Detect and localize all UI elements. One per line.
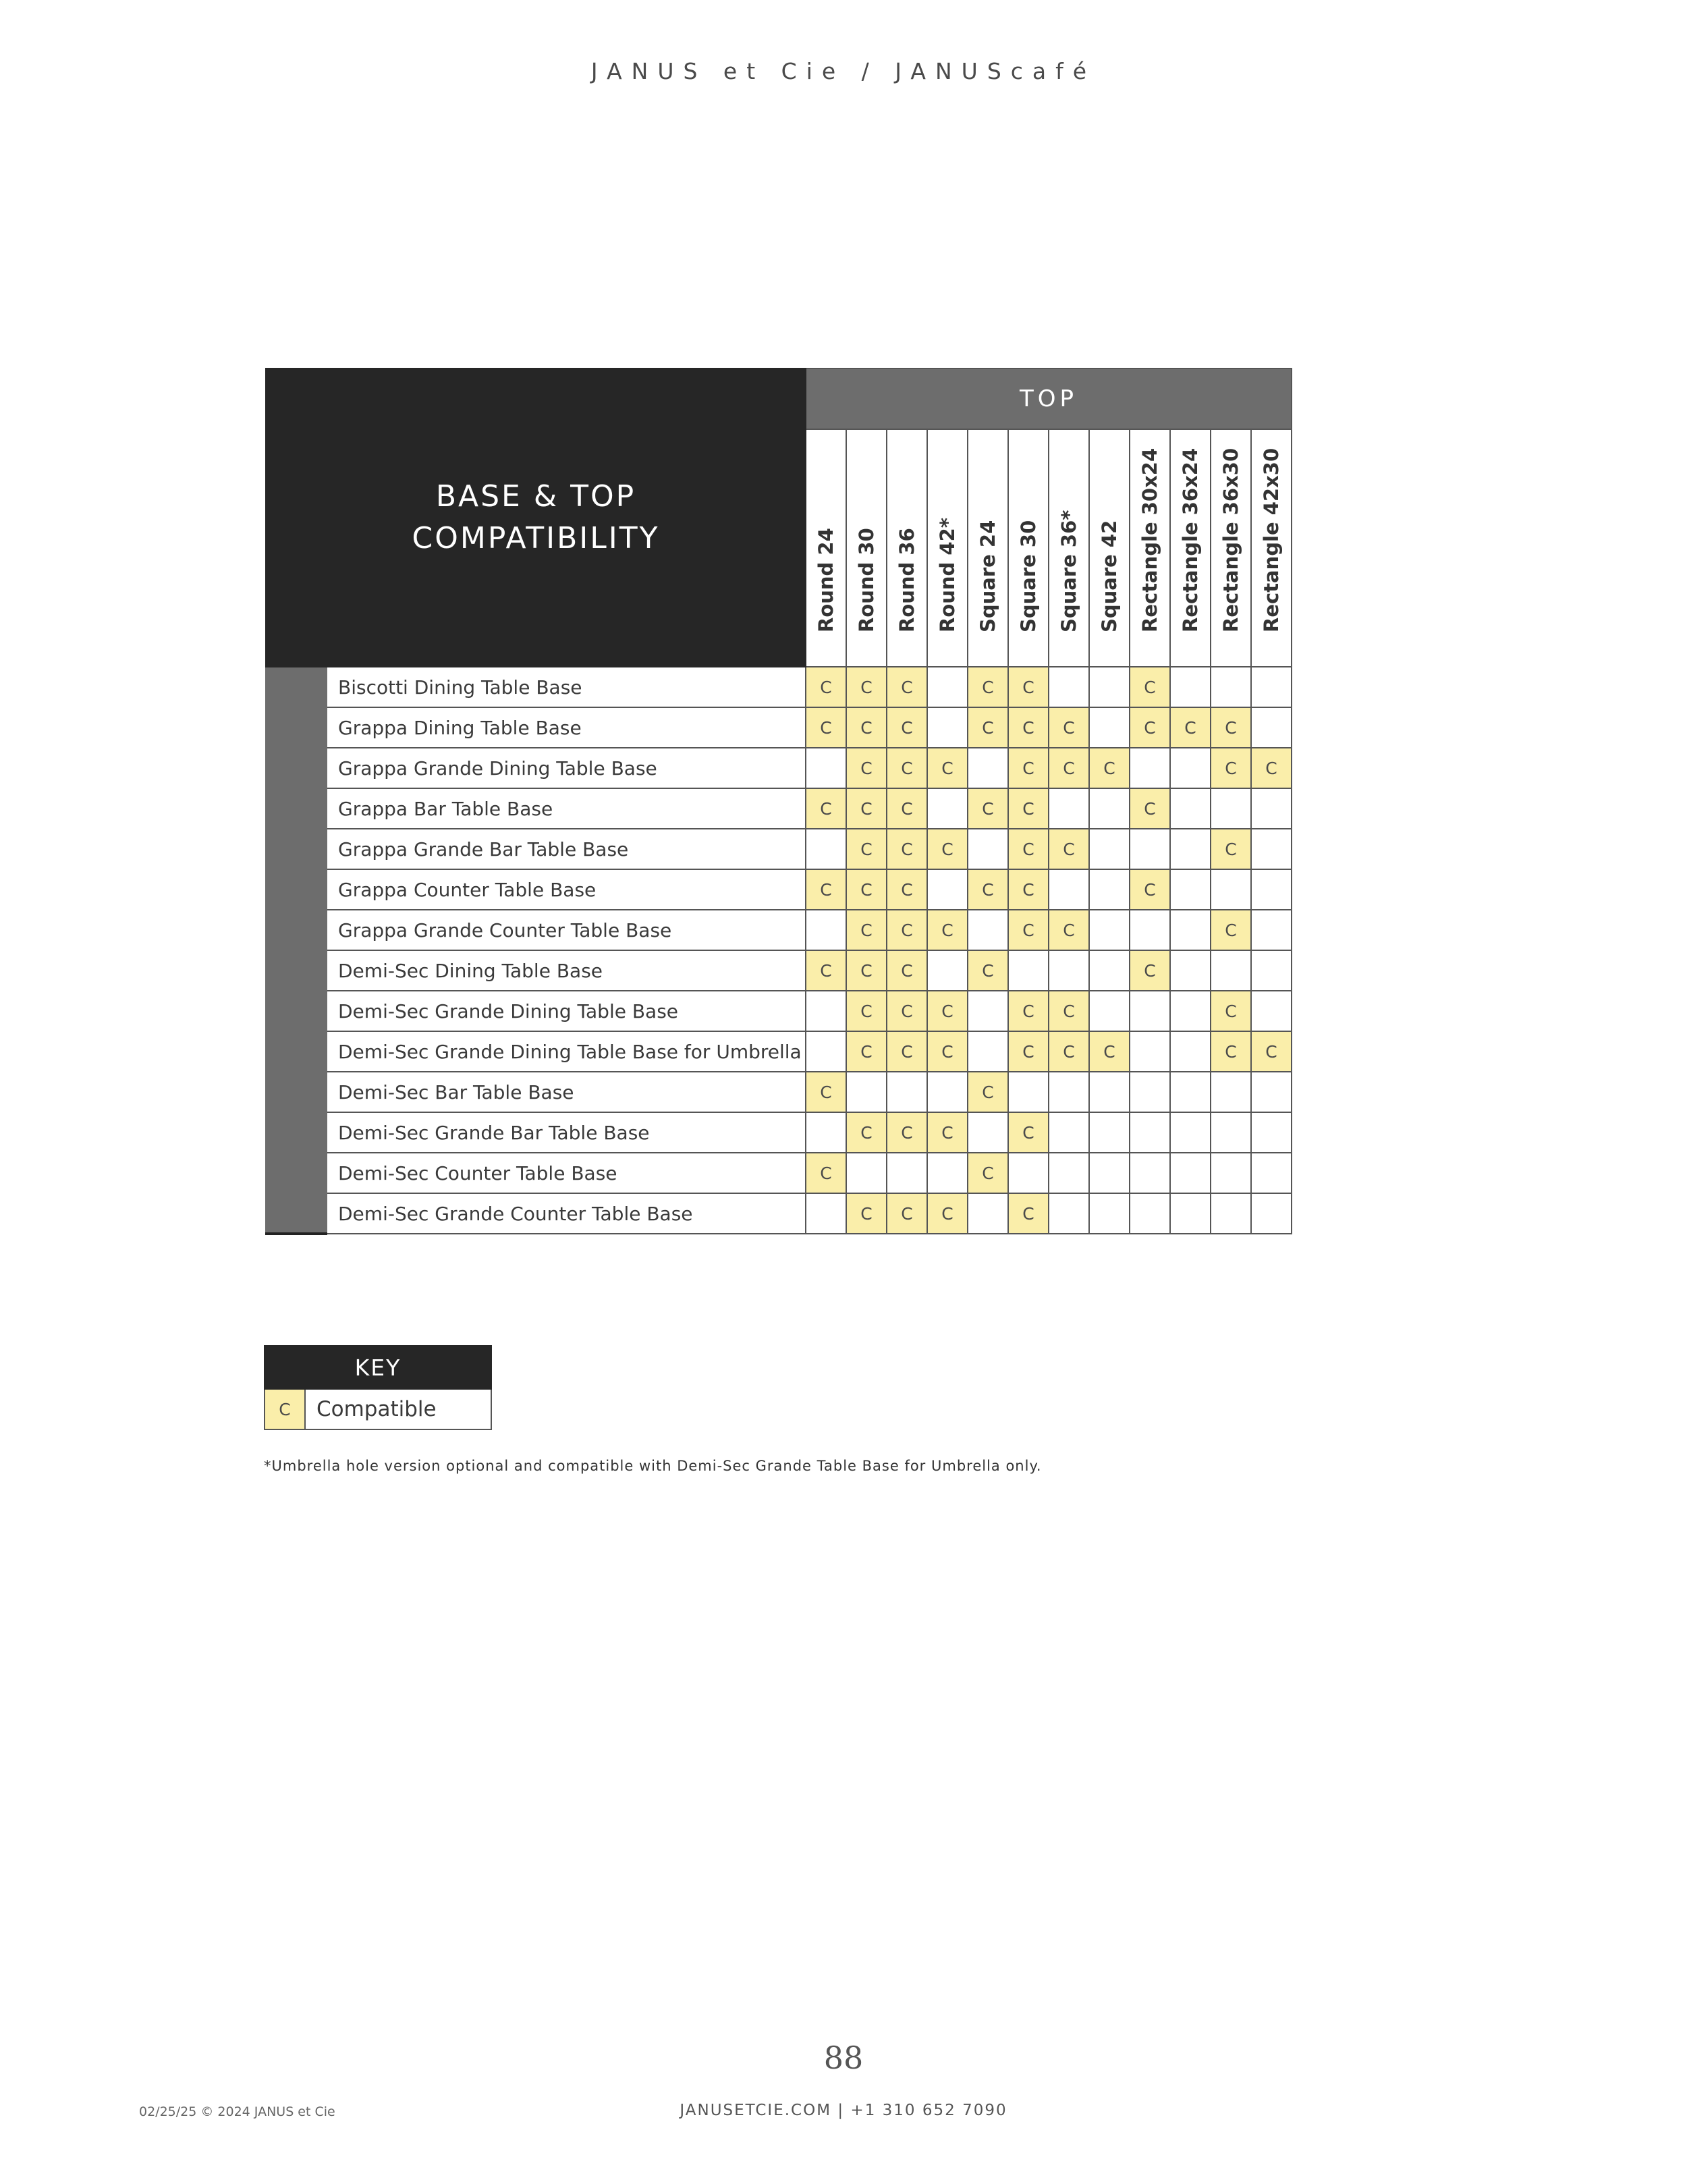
- compatible-cell: C: [887, 748, 927, 788]
- column-header: [806, 429, 846, 667]
- empty-cell: [1251, 1153, 1292, 1193]
- empty-cell: [1251, 950, 1292, 991]
- empty-cell: [846, 1072, 887, 1112]
- empty-cell: [968, 1112, 1008, 1153]
- row-label: Grappa Dining Table Base: [327, 707, 806, 748]
- empty-cell: [1049, 1072, 1089, 1112]
- compatible-cell: C: [806, 950, 846, 991]
- compatible-cell: C: [887, 707, 927, 748]
- empty-cell: [806, 991, 846, 1031]
- column-header: [1130, 429, 1170, 667]
- empty-cell: [1170, 748, 1211, 788]
- empty-cell: [1130, 1193, 1170, 1234]
- empty-cell: [806, 1031, 846, 1072]
- empty-cell: [1008, 1153, 1049, 1193]
- compatible-cell: C: [1211, 991, 1251, 1031]
- empty-cell: [1251, 788, 1292, 829]
- empty-cell: [927, 950, 968, 991]
- compatible-cell: C: [887, 667, 927, 707]
- empty-cell: [887, 1153, 927, 1193]
- compatible-cell: C: [1170, 707, 1211, 748]
- empty-cell: [1089, 829, 1130, 869]
- empty-cell: [1170, 1193, 1211, 1234]
- row-label: Demi-Sec Counter Table Base: [327, 1153, 806, 1193]
- footnote: *Umbrella hole version optional and compatible with Demi-Sec Grande Table Base for Umbrella only.: [264, 1458, 1042, 1474]
- row-label: Grappa Grande Dining Table Base: [327, 748, 806, 788]
- matrix-title: [266, 368, 806, 667]
- empty-cell: [927, 788, 968, 829]
- compatible-cell: C: [806, 667, 846, 707]
- empty-cell: [968, 748, 1008, 788]
- empty-cell: [1089, 788, 1130, 829]
- empty-cell: [1008, 950, 1049, 991]
- compatible-cell: C: [1049, 910, 1089, 950]
- empty-cell: [968, 1193, 1008, 1234]
- empty-cell: [1170, 910, 1211, 950]
- compatible-cell: C: [887, 869, 927, 910]
- compatibility-matrix: [265, 368, 1292, 1235]
- compatible-cell: C: [846, 950, 887, 991]
- empty-cell: [1170, 829, 1211, 869]
- empty-cell: [1211, 1193, 1251, 1234]
- table-row: [266, 950, 1292, 991]
- compatible-cell: C: [968, 788, 1008, 829]
- empty-cell: [887, 1072, 927, 1112]
- compatible-cell: C: [1008, 1031, 1049, 1072]
- empty-cell: [1130, 1112, 1170, 1153]
- empty-cell: [806, 1112, 846, 1153]
- row-label: Grappa Counter Table Base: [327, 869, 806, 910]
- column-header-label: Rectangle 36x24: [1179, 447, 1202, 632]
- compatible-cell: C: [887, 1031, 927, 1072]
- compatible-cell: C: [887, 1112, 927, 1153]
- table-row: [266, 707, 1292, 748]
- column-header-label: Round 30: [855, 528, 878, 632]
- empty-cell: [1251, 1193, 1292, 1234]
- empty-cell: [1089, 910, 1130, 950]
- column-header-label: Round 24: [814, 528, 837, 632]
- compatible-cell: C: [846, 1031, 887, 1072]
- column-header: [846, 429, 887, 667]
- empty-cell: [1251, 707, 1292, 748]
- compatible-cell: C: [1049, 829, 1089, 869]
- compatible-cell: C: [1251, 748, 1292, 788]
- compatible-cell: C: [1008, 1112, 1049, 1153]
- table-row: [266, 829, 1292, 869]
- compatible-cell: C: [1008, 910, 1049, 950]
- empty-cell: [1251, 991, 1292, 1031]
- compatible-cell: C: [1211, 748, 1251, 788]
- compatible-cell: C: [968, 869, 1008, 910]
- empty-cell: [1170, 1112, 1211, 1153]
- empty-cell: [968, 829, 1008, 869]
- compatible-cell: C: [1049, 707, 1089, 748]
- empty-cell: [806, 1193, 846, 1234]
- compatible-cell: C: [1211, 1031, 1251, 1072]
- table-row: [266, 991, 1292, 1031]
- column-header-label: Rectangle 30x24: [1138, 447, 1161, 632]
- footer-contact[interactable]: JANUSETCIE.COM | +1 310 652 7090: [680, 2102, 1007, 2119]
- table-row: [266, 869, 1292, 910]
- empty-cell: [1251, 1072, 1292, 1112]
- compatible-cell: C: [846, 707, 887, 748]
- column-header-label: Square 36*: [1057, 510, 1080, 632]
- column-header: [927, 429, 968, 667]
- compatible-cell: C: [1089, 1031, 1130, 1072]
- empty-cell: [1130, 1153, 1170, 1193]
- empty-cell: [1089, 667, 1130, 707]
- compatible-cell: C: [1008, 707, 1049, 748]
- empty-cell: [1170, 991, 1211, 1031]
- empty-cell: [806, 748, 846, 788]
- empty-cell: [1130, 910, 1170, 950]
- compatible-cell: C: [1130, 950, 1170, 991]
- table-row: [266, 748, 1292, 788]
- compatible-cell: C: [1049, 1031, 1089, 1072]
- compatible-cell: C: [1089, 748, 1130, 788]
- empty-cell: [1170, 1031, 1211, 1072]
- column-header-label: Round 42*: [936, 518, 959, 632]
- compatible-cell: C: [927, 1112, 968, 1153]
- compatible-cell: C: [846, 869, 887, 910]
- empty-cell: [1251, 910, 1292, 950]
- compatible-cell: C: [1008, 829, 1049, 869]
- row-label: Grappa Grande Bar Table Base: [327, 829, 806, 869]
- compatible-cell: C: [927, 829, 968, 869]
- column-header: [887, 429, 927, 667]
- empty-cell: [1130, 1031, 1170, 1072]
- empty-cell: [1049, 1153, 1089, 1193]
- compatible-cell: C: [1008, 667, 1049, 707]
- compatible-cell: C: [887, 950, 927, 991]
- empty-cell: [1211, 788, 1251, 829]
- compatible-cell: C: [846, 1193, 887, 1234]
- matrix-title-line1: BASE & TOP: [435, 479, 636, 514]
- empty-cell: [1170, 869, 1211, 910]
- compatible-cell: C: [927, 1031, 968, 1072]
- empty-cell: [1211, 869, 1251, 910]
- empty-cell: [1049, 1193, 1089, 1234]
- compatible-cell: C: [1211, 829, 1251, 869]
- compatible-cell: C: [1008, 1193, 1049, 1234]
- table-row: [266, 1112, 1292, 1153]
- compatible-cell: C: [968, 1153, 1008, 1193]
- compatible-cell: C: [1130, 707, 1170, 748]
- compatible-cell: C: [846, 910, 887, 950]
- row-label: Demi-Sec Grande Counter Table Base: [327, 1193, 806, 1234]
- compatible-cell: C: [927, 910, 968, 950]
- empty-cell: [1089, 950, 1130, 991]
- table-row: [266, 1193, 1292, 1234]
- empty-cell: [846, 1153, 887, 1193]
- empty-cell: [968, 910, 1008, 950]
- matrix-title-line2: COMPATIBILITY: [412, 521, 660, 555]
- table-row: [266, 788, 1292, 829]
- column-header-label: Round 36: [895, 528, 918, 632]
- column-header: [1211, 429, 1251, 667]
- row-label: Biscotti Dining Table Base: [327, 667, 806, 707]
- empty-cell: [1211, 950, 1251, 991]
- empty-cell: [1170, 950, 1211, 991]
- footer-copyright: 02/25/25 © 2024 JANUS et Cie: [139, 2104, 335, 2119]
- compatible-cell: C: [806, 788, 846, 829]
- empty-cell: [968, 1031, 1008, 1072]
- table-row: [266, 1031, 1292, 1072]
- column-header: [968, 429, 1008, 667]
- empty-cell: [927, 707, 968, 748]
- matrix-header-row: [266, 368, 1292, 429]
- empty-cell: [1049, 788, 1089, 829]
- empty-cell: [1170, 1072, 1211, 1112]
- empty-cell: [1211, 667, 1251, 707]
- compatible-cell: C: [1211, 707, 1251, 748]
- empty-cell: [927, 1072, 968, 1112]
- empty-cell: [1211, 1153, 1251, 1193]
- column-header-label: Rectangle 42x30: [1260, 447, 1283, 632]
- compatible-cell: C: [1008, 788, 1049, 829]
- column-header-label: Square 24: [976, 520, 999, 632]
- compatible-cell: C: [846, 991, 887, 1031]
- empty-cell: [927, 667, 968, 707]
- key-symbol: C: [265, 1389, 305, 1429]
- compatible-cell: C: [887, 910, 927, 950]
- empty-cell: [1251, 869, 1292, 910]
- row-label: Demi-Sec Bar Table Base: [327, 1072, 806, 1112]
- compatible-cell: C: [1211, 910, 1251, 950]
- compatible-cell: C: [846, 788, 887, 829]
- empty-cell: [1049, 1112, 1089, 1153]
- compatible-cell: C: [1008, 869, 1049, 910]
- empty-cell: [806, 829, 846, 869]
- row-label: Grappa Grande Counter Table Base: [327, 910, 806, 950]
- compatible-cell: C: [1008, 748, 1049, 788]
- empty-cell: [1170, 1153, 1211, 1193]
- row-label: Demi-Sec Grande Bar Table Base: [327, 1112, 806, 1153]
- table-row: [266, 910, 1292, 950]
- compatible-cell: C: [1008, 991, 1049, 1031]
- brand-header: JANUS et Cie / JANUScafé: [590, 58, 1097, 84]
- compatible-cell: C: [1251, 1031, 1292, 1072]
- column-header-label: Square 42: [1098, 520, 1121, 632]
- empty-cell: [1130, 829, 1170, 869]
- compatible-cell: C: [887, 788, 927, 829]
- empty-cell: [1089, 991, 1130, 1031]
- empty-cell: [1130, 1072, 1170, 1112]
- column-header: [1170, 429, 1211, 667]
- compatible-cell: C: [968, 707, 1008, 748]
- compatible-cell: C: [846, 667, 887, 707]
- empty-cell: [968, 991, 1008, 1031]
- column-header: [1008, 429, 1049, 667]
- empty-cell: [1130, 748, 1170, 788]
- empty-cell: [1251, 1112, 1292, 1153]
- table-row: [266, 1072, 1292, 1112]
- compatible-cell: C: [927, 991, 968, 1031]
- compatible-cell: C: [1130, 788, 1170, 829]
- empty-cell: [1049, 950, 1089, 991]
- empty-cell: [927, 1153, 968, 1193]
- base-group-bar: [266, 667, 327, 1234]
- empty-cell: [1211, 1072, 1251, 1112]
- empty-cell: [1049, 869, 1089, 910]
- compatible-cell: C: [968, 950, 1008, 991]
- compatible-cell: C: [1130, 667, 1170, 707]
- compatible-cell: C: [806, 707, 846, 748]
- column-header: [1049, 429, 1089, 667]
- empty-cell: [1089, 869, 1130, 910]
- empty-cell: [1170, 788, 1211, 829]
- empty-cell: [1049, 667, 1089, 707]
- compatible-cell: C: [887, 991, 927, 1031]
- column-header: [1251, 429, 1292, 667]
- table-row: [266, 667, 1292, 707]
- compatible-cell: C: [846, 829, 887, 869]
- compatible-cell: C: [927, 1193, 968, 1234]
- compatible-cell: C: [1049, 748, 1089, 788]
- compatible-cell: C: [887, 829, 927, 869]
- empty-cell: [1130, 991, 1170, 1031]
- empty-cell: [1089, 1072, 1130, 1112]
- empty-cell: [806, 910, 846, 950]
- compatible-cell: C: [1130, 869, 1170, 910]
- key-legend: [264, 1345, 492, 1430]
- row-label: Demi-Sec Grande Dining Table Base: [327, 991, 806, 1031]
- table-row: [266, 1153, 1292, 1193]
- empty-cell: [1089, 707, 1130, 748]
- compatible-cell: C: [1049, 991, 1089, 1031]
- compatible-cell: C: [968, 1072, 1008, 1112]
- compatible-cell: C: [846, 1112, 887, 1153]
- empty-cell: [1008, 1072, 1049, 1112]
- compatible-cell: C: [927, 748, 968, 788]
- empty-cell: [1089, 1112, 1130, 1153]
- compatible-cell: C: [968, 667, 1008, 707]
- row-label: Demi-Sec Dining Table Base: [327, 950, 806, 991]
- empty-cell: [1089, 1193, 1130, 1234]
- column-header-label: Square 30: [1017, 520, 1040, 632]
- compatible-cell: C: [887, 1193, 927, 1234]
- column-header: [1089, 429, 1130, 667]
- row-label: Demi-Sec Grande Dining Table Base for Umbrella: [327, 1031, 806, 1072]
- compatible-cell: C: [846, 748, 887, 788]
- empty-cell: [1089, 1153, 1130, 1193]
- column-header-label: Rectangle 36x30: [1219, 447, 1242, 632]
- empty-cell: [927, 869, 968, 910]
- empty-cell: [1251, 829, 1292, 869]
- key-label: Compatible: [305, 1389, 491, 1429]
- empty-cell: [1170, 667, 1211, 707]
- compatible-cell: C: [806, 869, 846, 910]
- compatible-cell: C: [806, 1072, 846, 1112]
- top-group-header: TOP: [806, 368, 1292, 429]
- key-title: KEY: [265, 1346, 491, 1389]
- row-label: Grappa Bar Table Base: [327, 788, 806, 829]
- empty-cell: [1211, 1112, 1251, 1153]
- empty-cell: [1251, 667, 1292, 707]
- page-number: 88: [823, 2040, 864, 2076]
- compatible-cell: C: [806, 1153, 846, 1193]
